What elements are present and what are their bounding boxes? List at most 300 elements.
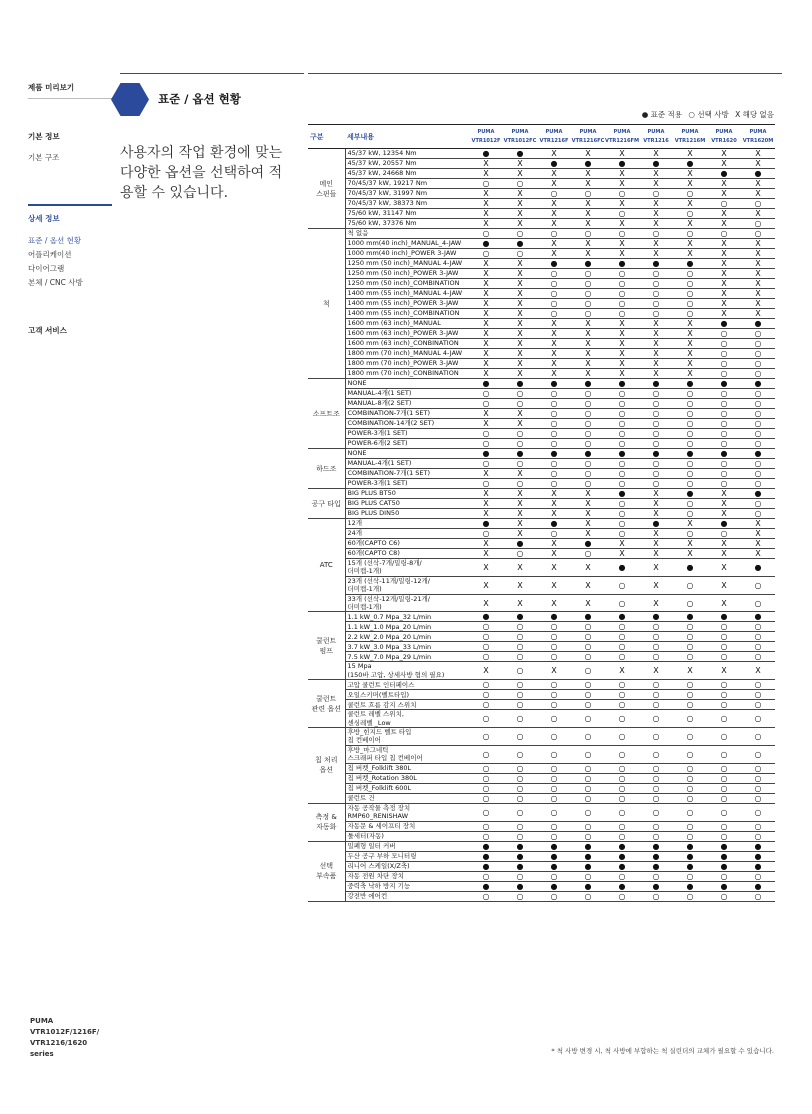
mark-cell: X bbox=[741, 159, 775, 169]
mark-cell: ○ bbox=[673, 209, 707, 219]
mark-cell: X bbox=[469, 169, 503, 179]
mark-cell: ○ bbox=[673, 871, 707, 881]
mark-cell: X bbox=[537, 549, 571, 559]
mark-cell: X bbox=[707, 489, 741, 499]
mark-cell: ○ bbox=[707, 652, 741, 662]
mark-cell: X bbox=[537, 149, 571, 159]
header-model bbox=[537, 125, 571, 149]
mark-cell: ○ bbox=[537, 399, 571, 409]
mark-cell: ○ bbox=[605, 700, 639, 710]
mark-cell: ● bbox=[741, 379, 775, 389]
mark-cell: ○ bbox=[469, 399, 503, 409]
mark-cell: ○ bbox=[469, 831, 503, 841]
mark-cell: ○ bbox=[707, 469, 741, 479]
table-row bbox=[308, 369, 775, 379]
mark-cell: X bbox=[707, 259, 741, 269]
mark-cell: ○ bbox=[605, 871, 639, 881]
table-row bbox=[308, 539, 775, 549]
mark-cell: ○ bbox=[707, 710, 741, 728]
mark-cell: ● bbox=[707, 449, 741, 459]
mark-cell: ● bbox=[639, 612, 673, 622]
mark-cell: ○ bbox=[707, 439, 741, 449]
table-row bbox=[308, 871, 775, 881]
mark-cell: ○ bbox=[469, 479, 503, 489]
mark-cell: ○ bbox=[537, 821, 571, 831]
mark-cell: ○ bbox=[537, 891, 571, 901]
mark-cell: ○ bbox=[503, 700, 537, 710]
detail-cell: 툴세터(자동) bbox=[345, 831, 469, 841]
table-row bbox=[308, 652, 775, 662]
mark-cell: X bbox=[605, 349, 639, 359]
mark-cell: ○ bbox=[503, 389, 537, 399]
mark-cell: ○ bbox=[605, 409, 639, 419]
nav-item-diagram[interactable]: 다이어그램 bbox=[28, 264, 65, 273]
detail-cell: 쿨런트 건 bbox=[345, 793, 469, 803]
mark-cell: X bbox=[469, 259, 503, 269]
model-brand: PUMA bbox=[613, 128, 631, 135]
mark-cell: ○ bbox=[605, 529, 639, 539]
mark-cell: ○ bbox=[673, 439, 707, 449]
model-code: VTR1620M bbox=[742, 137, 774, 144]
mark-cell: X bbox=[605, 249, 639, 259]
table-row bbox=[308, 459, 775, 469]
mark-cell: ○ bbox=[741, 469, 775, 479]
table-row bbox=[308, 642, 775, 652]
mark-cell: X bbox=[503, 159, 537, 169]
mark-cell: ○ bbox=[571, 652, 605, 662]
nav-active-bar bbox=[28, 204, 112, 206]
mark-cell: X bbox=[639, 179, 673, 189]
mark-cell: ○ bbox=[673, 700, 707, 710]
mark-cell: ○ bbox=[741, 359, 775, 369]
mark-cell: X bbox=[571, 209, 605, 219]
table-row bbox=[308, 612, 775, 622]
table-row bbox=[308, 289, 775, 299]
nav-basic-info[interactable]: 기본 정보 bbox=[28, 132, 60, 141]
category-cell: 쿨런트 관련 옵션 bbox=[308, 680, 345, 728]
mark-cell: X bbox=[537, 349, 571, 359]
mark-cell: X bbox=[605, 219, 639, 229]
mark-cell: X bbox=[605, 239, 639, 249]
mark-cell: X bbox=[537, 339, 571, 349]
mark-cell: X bbox=[707, 499, 741, 509]
mark-cell: ○ bbox=[605, 309, 639, 319]
mark-cell: X bbox=[673, 539, 707, 549]
mark-cell: ○ bbox=[571, 469, 605, 479]
mark-cell: ○ bbox=[673, 728, 707, 746]
mark-cell: X bbox=[503, 219, 537, 229]
mark-cell: X bbox=[571, 594, 605, 612]
category-cell: 쿨런트 펌프 bbox=[308, 612, 345, 680]
mark-cell: X bbox=[639, 339, 673, 349]
mark-cell: ○ bbox=[707, 871, 741, 881]
mark-cell: ○ bbox=[673, 229, 707, 239]
model-code: VTR1620 bbox=[711, 137, 737, 144]
mark-cell: X bbox=[741, 179, 775, 189]
nav-customer-service[interactable]: 고객 서비스 bbox=[28, 326, 67, 335]
mark-cell: X bbox=[639, 576, 673, 594]
mark-cell: X bbox=[741, 249, 775, 259]
mark-cell: ● bbox=[741, 881, 775, 891]
table-row bbox=[308, 821, 775, 831]
table-row bbox=[308, 559, 775, 577]
mark-cell: ○ bbox=[571, 793, 605, 803]
table-header-row bbox=[308, 125, 775, 149]
mark-cell: X bbox=[469, 359, 503, 369]
mark-cell: ○ bbox=[741, 803, 775, 821]
header-rule-left bbox=[120, 73, 304, 74]
mark-cell: X bbox=[571, 349, 605, 359]
mark-cell: ○ bbox=[639, 429, 673, 439]
table-row bbox=[308, 209, 775, 219]
table-row bbox=[308, 379, 775, 389]
mark-cell: ○ bbox=[503, 652, 537, 662]
nav-item-application[interactable]: 어플리케이션 bbox=[28, 250, 72, 259]
mark-cell: X bbox=[503, 299, 537, 309]
detail-cell: 1.1 kW_1.0 Mpa_20 L/min bbox=[345, 622, 469, 632]
mark-cell: X bbox=[707, 509, 741, 519]
mark-cell: ○ bbox=[741, 219, 775, 229]
detail-cell: 60개(CAPTO C6) bbox=[345, 539, 469, 549]
mark-cell: X bbox=[537, 559, 571, 577]
mark-cell: ○ bbox=[673, 399, 707, 409]
mark-cell: ● bbox=[605, 851, 639, 861]
model-brand: PUMA bbox=[545, 128, 563, 135]
mark-cell: X bbox=[469, 289, 503, 299]
mark-cell: ○ bbox=[605, 728, 639, 746]
mark-cell: ○ bbox=[571, 289, 605, 299]
mark-cell: ○ bbox=[639, 763, 673, 773]
mark-cell: X bbox=[707, 159, 741, 169]
mark-cell: ○ bbox=[503, 439, 537, 449]
mark-cell: X bbox=[741, 189, 775, 199]
mark-cell: ○ bbox=[605, 576, 639, 594]
model-brand: PUMA bbox=[715, 128, 733, 135]
mark-cell: ○ bbox=[469, 793, 503, 803]
mark-cell: ○ bbox=[707, 622, 741, 632]
header-category: 구분 bbox=[308, 125, 345, 149]
detail-cell: 45/37 kW, 24668 Nm bbox=[345, 169, 469, 179]
mark-cell: ○ bbox=[503, 179, 537, 189]
mark-cell: ○ bbox=[605, 479, 639, 489]
mark-cell: ● bbox=[707, 319, 741, 329]
mark-cell: ○ bbox=[537, 289, 571, 299]
mark-cell: ○ bbox=[639, 793, 673, 803]
mark-cell: ● bbox=[537, 612, 571, 622]
mark-cell: ○ bbox=[537, 773, 571, 783]
table-row bbox=[308, 229, 775, 239]
mark-cell: X bbox=[537, 509, 571, 519]
mark-cell: ● bbox=[503, 539, 537, 549]
mark-cell: ● bbox=[707, 519, 741, 529]
mark-cell: ○ bbox=[741, 710, 775, 728]
mark-cell: ○ bbox=[571, 429, 605, 439]
mark-cell: ● bbox=[605, 159, 639, 169]
mark-cell: ● bbox=[469, 519, 503, 529]
mark-cell: X bbox=[673, 199, 707, 209]
nav-item-spec[interactable]: 본체 / CNC 사방 bbox=[28, 278, 83, 287]
mark-cell: X bbox=[639, 199, 673, 209]
mark-cell: ○ bbox=[673, 289, 707, 299]
table-row bbox=[308, 339, 775, 349]
mark-cell: ○ bbox=[537, 429, 571, 439]
mark-cell: ● bbox=[537, 519, 571, 529]
mark-cell: ○ bbox=[707, 479, 741, 489]
table-row bbox=[308, 803, 775, 821]
detail-cell: BIG PLUS DIN50 bbox=[345, 509, 469, 519]
mark-cell: ○ bbox=[571, 662, 605, 680]
mark-cell: ● bbox=[639, 259, 673, 269]
mark-cell: ○ bbox=[571, 479, 605, 489]
mark-cell: ● bbox=[673, 841, 707, 851]
mark-cell: ○ bbox=[673, 831, 707, 841]
mark-cell: X bbox=[469, 576, 503, 594]
detail-cell: 7.5 kW_7.0 Mpa_29 L/min bbox=[345, 652, 469, 662]
mark-cell: ○ bbox=[639, 269, 673, 279]
category-cell: 선택 부속품 bbox=[308, 841, 345, 901]
mark-cell: ○ bbox=[707, 389, 741, 399]
detail-cell: 75/60 kW, 37376 Nm bbox=[345, 219, 469, 229]
detail-cell: 칩 버켓_Folklift 600L bbox=[345, 783, 469, 793]
mark-cell: ● bbox=[571, 851, 605, 861]
mark-cell: X bbox=[707, 289, 741, 299]
mark-cell: ○ bbox=[639, 783, 673, 793]
mark-cell: X bbox=[537, 169, 571, 179]
mark-cell: ● bbox=[707, 612, 741, 622]
mark-cell: X bbox=[707, 594, 741, 612]
detail-cell: COMBINATION-14개(2 SET) bbox=[345, 419, 469, 429]
mark-cell: X bbox=[469, 559, 503, 577]
mark-cell: X bbox=[571, 239, 605, 249]
mark-cell: ○ bbox=[741, 700, 775, 710]
detail-cell: 45/37 kW, 12354 Nm bbox=[345, 149, 469, 159]
mark-cell: ● bbox=[571, 612, 605, 622]
mark-cell: ○ bbox=[741, 690, 775, 700]
table-row bbox=[308, 159, 775, 169]
mark-cell: X bbox=[707, 219, 741, 229]
mark-cell: ○ bbox=[639, 680, 673, 690]
mark-cell: ● bbox=[741, 319, 775, 329]
mark-cell: ○ bbox=[741, 429, 775, 439]
detail-cell: 자동 공작물 측정 장치 RMP60_RENISHAW bbox=[345, 803, 469, 821]
mark-cell: ○ bbox=[741, 329, 775, 339]
mark-cell: X bbox=[605, 369, 639, 379]
detail-cell: 70/45/37 kW, 31997 Nm bbox=[345, 189, 469, 199]
mark-cell: ○ bbox=[605, 209, 639, 219]
mark-cell: X bbox=[639, 169, 673, 179]
mark-cell: ○ bbox=[707, 369, 741, 379]
mark-cell: ○ bbox=[503, 642, 537, 652]
mark-cell: ● bbox=[639, 519, 673, 529]
mark-cell: ○ bbox=[639, 745, 673, 763]
mark-cell: ● bbox=[673, 159, 707, 169]
mark-cell: ○ bbox=[571, 229, 605, 239]
mark-cell: ● bbox=[673, 559, 707, 577]
mark-cell: ○ bbox=[707, 803, 741, 821]
mark-cell: X bbox=[537, 539, 571, 549]
mark-cell: ○ bbox=[605, 229, 639, 239]
detail-cell: 1800 mm (70 inch)_CONBINATION bbox=[345, 369, 469, 379]
mark-cell: X bbox=[469, 499, 503, 509]
mark-cell: X bbox=[503, 359, 537, 369]
mark-cell: ○ bbox=[537, 439, 571, 449]
mark-cell: X bbox=[707, 149, 741, 159]
detail-cell: BIG PLUS CAT50 bbox=[345, 499, 469, 509]
mark-cell: ○ bbox=[605, 773, 639, 783]
mark-cell: ○ bbox=[571, 680, 605, 690]
mark-cell: ○ bbox=[707, 632, 741, 642]
detail-cell: 70/45/37 kW, 19217 Nm bbox=[345, 179, 469, 189]
mark-cell: ● bbox=[673, 489, 707, 499]
mark-cell: X bbox=[571, 499, 605, 509]
model-brand: PUMA bbox=[681, 128, 699, 135]
mark-cell: ● bbox=[707, 841, 741, 851]
mark-cell: ○ bbox=[639, 469, 673, 479]
detail-cell: COMBINATION-7개(1 SET) bbox=[345, 409, 469, 419]
mark-cell: X bbox=[503, 509, 537, 519]
mark-cell: ● bbox=[707, 379, 741, 389]
mark-cell: X bbox=[469, 279, 503, 289]
mark-cell: ○ bbox=[469, 179, 503, 189]
mark-cell: ○ bbox=[673, 409, 707, 419]
mark-cell: ○ bbox=[469, 459, 503, 469]
mark-cell: X bbox=[571, 319, 605, 329]
mark-cell: ○ bbox=[707, 783, 741, 793]
mark-cell: ○ bbox=[503, 803, 537, 821]
mark-cell: X bbox=[469, 409, 503, 419]
mark-cell: X bbox=[741, 662, 775, 680]
table-row bbox=[308, 469, 775, 479]
mark-cell: ○ bbox=[673, 773, 707, 783]
detail-cell: 15 Mpa (150바 고압, 상세사방 협의 필요) bbox=[345, 662, 469, 680]
mark-cell: X bbox=[639, 489, 673, 499]
mark-cell: X bbox=[741, 299, 775, 309]
mark-cell: ● bbox=[537, 379, 571, 389]
mark-cell: ○ bbox=[469, 429, 503, 439]
nav-basic-structure[interactable]: 기본 구조 bbox=[28, 153, 60, 162]
mark-cell: ○ bbox=[741, 891, 775, 901]
mark-cell: ○ bbox=[571, 728, 605, 746]
mark-cell: X bbox=[537, 179, 571, 189]
table-row bbox=[308, 549, 775, 559]
mark-cell: ○ bbox=[605, 289, 639, 299]
mark-cell: ● bbox=[503, 449, 537, 459]
table-row bbox=[308, 891, 775, 901]
detail-cell: 1250 mm (50 inch)_MANUAL 4-JAW bbox=[345, 259, 469, 269]
mark-cell: X bbox=[469, 319, 503, 329]
mark-cell: ○ bbox=[741, 509, 775, 519]
mark-cell: X bbox=[469, 349, 503, 359]
mark-cell: ○ bbox=[605, 439, 639, 449]
mark-cell: ○ bbox=[673, 419, 707, 429]
mark-cell: ○ bbox=[537, 419, 571, 429]
table-row bbox=[308, 632, 775, 642]
mark-cell: ○ bbox=[673, 632, 707, 642]
mark-cell: ● bbox=[707, 851, 741, 861]
mark-cell: ● bbox=[707, 881, 741, 891]
mark-cell: ○ bbox=[571, 710, 605, 728]
mark-cell: X bbox=[503, 369, 537, 379]
mark-cell: X bbox=[707, 189, 741, 199]
mark-cell: X bbox=[605, 359, 639, 369]
mark-cell: ○ bbox=[469, 745, 503, 763]
legend-optional: ○ 선택 사방 bbox=[688, 110, 729, 119]
mark-cell: ○ bbox=[707, 199, 741, 209]
mark-cell: X bbox=[571, 329, 605, 339]
model-code: VTR1216FC bbox=[571, 137, 605, 144]
mark-cell: ○ bbox=[639, 389, 673, 399]
mark-cell: ● bbox=[741, 489, 775, 499]
mark-cell: ○ bbox=[639, 439, 673, 449]
mark-cell: X bbox=[741, 519, 775, 529]
mark-cell: X bbox=[707, 539, 741, 549]
mark-cell: X bbox=[469, 189, 503, 199]
mark-cell: X bbox=[639, 549, 673, 559]
mark-cell: ○ bbox=[571, 642, 605, 652]
mark-cell: X bbox=[469, 469, 503, 479]
nav-detail-info[interactable]: 상세 정보 bbox=[28, 214, 60, 223]
mark-cell: ○ bbox=[469, 680, 503, 690]
mark-cell: ○ bbox=[741, 229, 775, 239]
mark-cell: X bbox=[537, 499, 571, 509]
mark-cell: ○ bbox=[741, 680, 775, 690]
category-cell: 하드조 bbox=[308, 449, 345, 489]
mark-cell: X bbox=[605, 199, 639, 209]
mark-cell: X bbox=[673, 149, 707, 159]
mark-cell: ● bbox=[571, 881, 605, 891]
model-code: VTR1216 bbox=[643, 137, 669, 144]
mark-cell: ● bbox=[503, 841, 537, 851]
detail-cell: 3.7 kW_3.0 Mpa_33 L/min bbox=[345, 642, 469, 652]
mark-cell: ○ bbox=[639, 642, 673, 652]
mark-cell: ● bbox=[741, 851, 775, 861]
mark-cell: X bbox=[571, 576, 605, 594]
table-row bbox=[308, 662, 775, 680]
detail-cell: 1800 mm (70 inch)_MANUAL 4-JAW bbox=[345, 349, 469, 359]
mark-cell: X bbox=[503, 199, 537, 209]
detail-cell: 15개 (선삭-7개/밀링-8개/ 더미캡-1개) bbox=[345, 559, 469, 577]
mark-cell: ○ bbox=[707, 429, 741, 439]
mark-cell: ○ bbox=[571, 389, 605, 399]
mark-cell: ○ bbox=[707, 728, 741, 746]
mark-cell: ○ bbox=[537, 690, 571, 700]
table-row bbox=[308, 529, 775, 539]
mark-cell: ● bbox=[639, 851, 673, 861]
mark-cell: X bbox=[673, 219, 707, 229]
mark-cell: ● bbox=[605, 612, 639, 622]
mark-cell: ○ bbox=[537, 745, 571, 763]
table-row bbox=[308, 179, 775, 189]
mark-cell: ○ bbox=[537, 229, 571, 239]
mark-cell: ○ bbox=[469, 529, 503, 539]
nav-product-preview[interactable]: 제품 미리보기 bbox=[28, 83, 75, 92]
nav-item-standard-options[interactable]: 표준 / 옵션 현황 bbox=[28, 236, 82, 245]
mark-cell: X bbox=[605, 319, 639, 329]
mark-cell: ○ bbox=[707, 642, 741, 652]
mark-cell: ○ bbox=[605, 763, 639, 773]
mark-cell: ○ bbox=[639, 773, 673, 783]
mark-cell: ○ bbox=[571, 549, 605, 559]
mark-cell: ○ bbox=[741, 479, 775, 489]
table-row bbox=[308, 199, 775, 209]
mark-cell: X bbox=[469, 339, 503, 349]
mark-cell: X bbox=[503, 189, 537, 199]
detail-cell: 1000 mm(40 inch)_POWER 3-JAW bbox=[345, 249, 469, 259]
mark-cell: ○ bbox=[537, 783, 571, 793]
mark-cell: X bbox=[741, 289, 775, 299]
mark-cell: ● bbox=[469, 851, 503, 861]
mark-cell: ○ bbox=[741, 339, 775, 349]
